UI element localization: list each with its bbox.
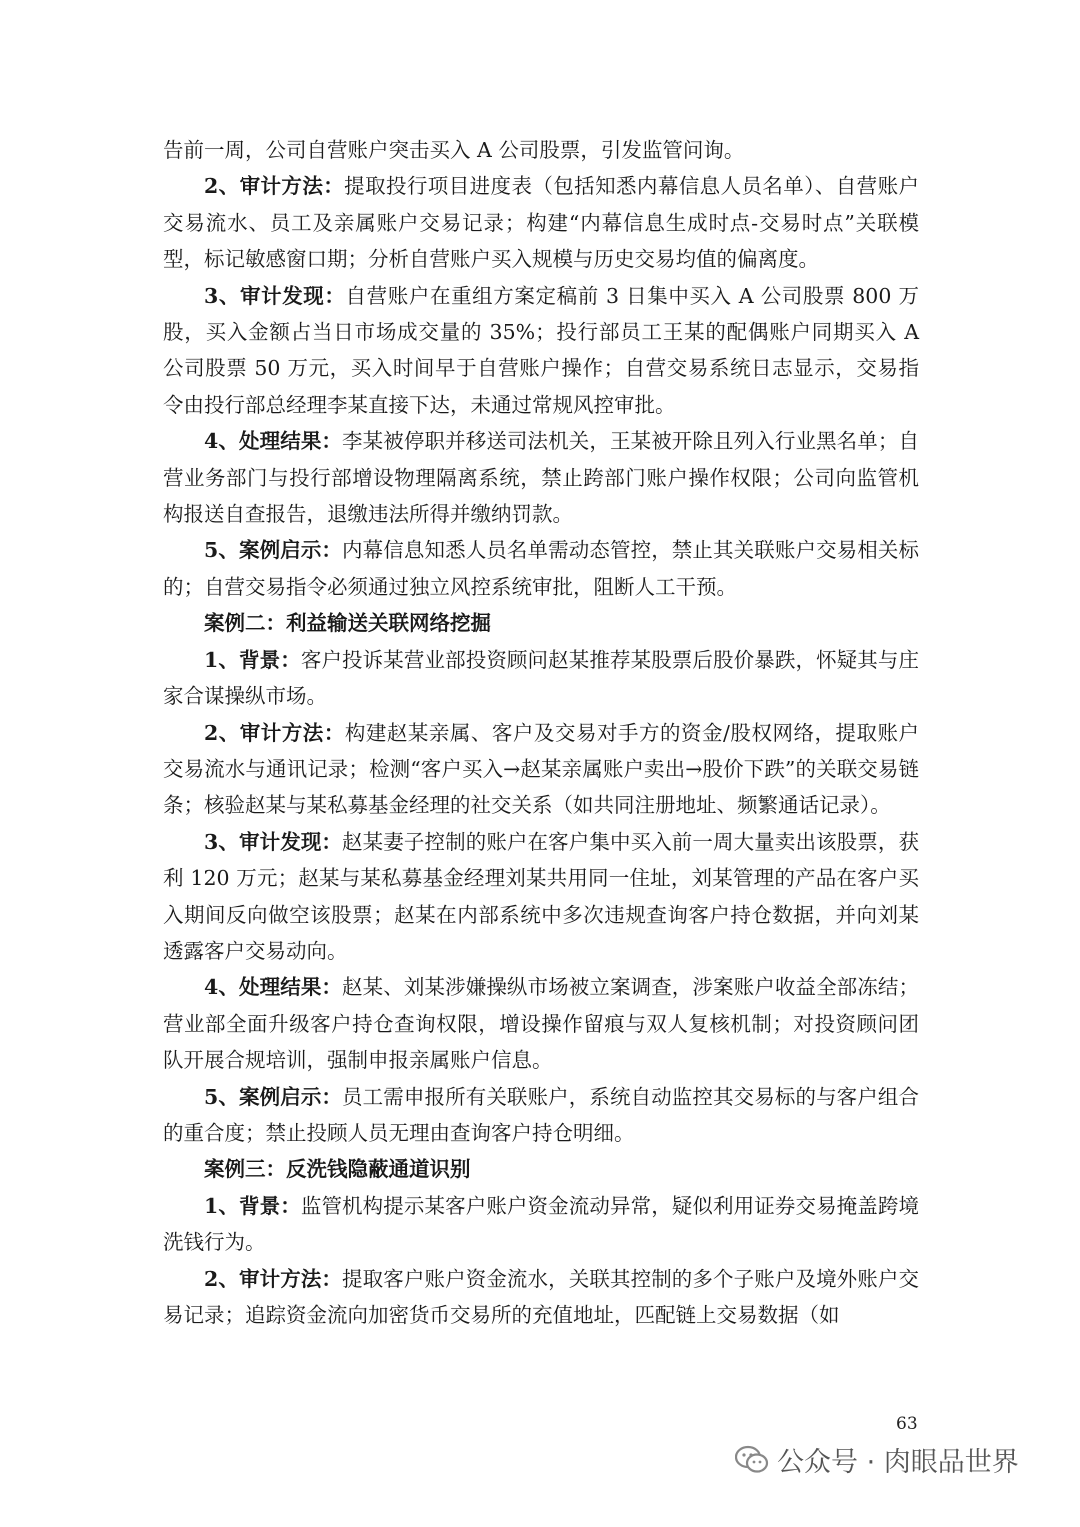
case1-insight-paragraph [163,532,919,605]
case1-result-paragraph [163,423,919,532]
case2-finding-text: 赵某妻子控制的账户在客户集中买入前一周大量卖出该股票，获利 120 万元；赵某与某私募基金经理刘某共用同一住址，刘某管理的产品在客户买入期间反向做空该股票；赵某在内部系统中多次违规查询客户持仓数据，并向刘某透露客户交易动向。 [163,829,920,963]
case2-finding-label: 3、审计发现： [204,829,343,854]
case2-background-paragraph [163,642,919,715]
case1-insight-label: 5、案例启示： [204,538,343,563]
case3-background-label: 1、背景： [204,1193,301,1218]
case3-method-label: 2、审计方法： [204,1266,343,1291]
case1-method-paragraph [163,168,919,277]
case2-finding-paragraph [163,824,919,970]
case2-insight-text: 员工需申报所有关联账户，系统自动监控其交易标的与客户组合的重合度；禁止投顾人员无理由查询客户持仓明细。 [163,1084,920,1145]
case2-background-label: 1、背景： [204,647,301,672]
page-number: 63 [896,1414,918,1434]
case1-result-text: 李某被停职并移送司法机关，王某被开除且列入行业黑名单；自营业务部门与投行部增设物理隔离系统，禁止跨部门账户操作权限；公司向监管机构报送自查报告，退缴违法所得并缴纳罚款。 [163,429,920,527]
continuation-paragraph: 告前一周，公司自营账户突击买入 A 公司股票，引发监管问询。 [163,138,745,162]
case2-insight-paragraph [163,1079,919,1152]
case2-result-text: 赵某、刘某涉嫌操纵市场被立案调查，涉案账户收益全部冻结；营业部全面升级客户持仓查询权限，增设操作留痕与双人复核机制；对投资顾问团队开展合规培训，强制申报亲属账户信息。 [163,975,920,1073]
document-body [163,132,919,1333]
case1-finding-label: 3、审计发现： [204,283,346,308]
case2-result-paragraph [163,969,919,1078]
wechat-icon [735,1445,769,1475]
case1-result-label: 4、处理结果： [204,429,343,454]
case1-method-text: 提取投行项目进度表（包括知悉内幕信息人员名单）、自营账户交易流水、员工及亲属账户交易记录；构建“内幕信息生成时点-交易时点”关联模型，标记敏感窗口期；分析自营账户买入规模与历史交易均值的偏离度。 [163,174,920,272]
case2-method-label: 2、审计方法： [204,720,345,745]
case3-background-text: 监管机构提示某客户账户资金流动异常，疑似利用证券交易掩盖跨境洗钱行为。 [163,1193,920,1255]
case2-method-paragraph [163,715,919,824]
case3-method-paragraph [163,1261,919,1334]
case1-method-label: 2、审计方法： [204,174,345,199]
case2-method-text: 构建赵某亲属、客户及交易对手方的资金/股权网络，提取账户交易流水与通讯记录；检测“客户买入→赵某亲属账户卖出→股价下跌”的关联交易链条；核验赵某与某私募基金经理的社交关系（如共同注册地址、频繁通话记录）。 [163,720,920,818]
case1-finding-text: 自营账户在重组方案定稿前 3 日集中买入 A 公司股票 800 万股，买入金额占当日市场成交量的 35%；投行部员工王某的配偶账户同期买入 A 公司股票 50 万元，买入时间早于自营账户操作；自营交易系统日志显示，交易指令由投行部总经理李某直接下达，未通过常规风控审批。 [163,283,920,417]
watermark [735,1440,1019,1479]
case1-finding-paragraph [163,278,919,424]
case2-background-text: 客户投诉某营业部投资顾问赵某推荐某股票后股价暴跌，怀疑其与庄家合谋操纵市场。 [163,647,920,709]
case2-heading: 案例二：利益输送关联网络挖掘 [204,611,491,636]
case2-insight-label: 5、案例启示： [204,1084,343,1109]
case3-background-paragraph [163,1188,919,1261]
case2-result-label: 4、处理结果： [204,975,343,1000]
case3-method-text: 提取客户账户资金流水，关联其控制的多个子账户及境外账户交易记录；追踪资金流向加密货币交易所的充值地址，匹配链上交易数据（如 [163,1266,920,1327]
case3-heading: 案例三：反洗钱隐蔽通道识别 [204,1157,471,1182]
watermark-text: 公众号 · 肉眼品世界 [777,1447,1019,1478]
case1-insight-text: 内幕信息知悉人员名单需动态管控，禁止其关联账户交易相关标的；自营交易指令必须通过独立风控系统审批，阻断人工干预。 [163,538,920,599]
